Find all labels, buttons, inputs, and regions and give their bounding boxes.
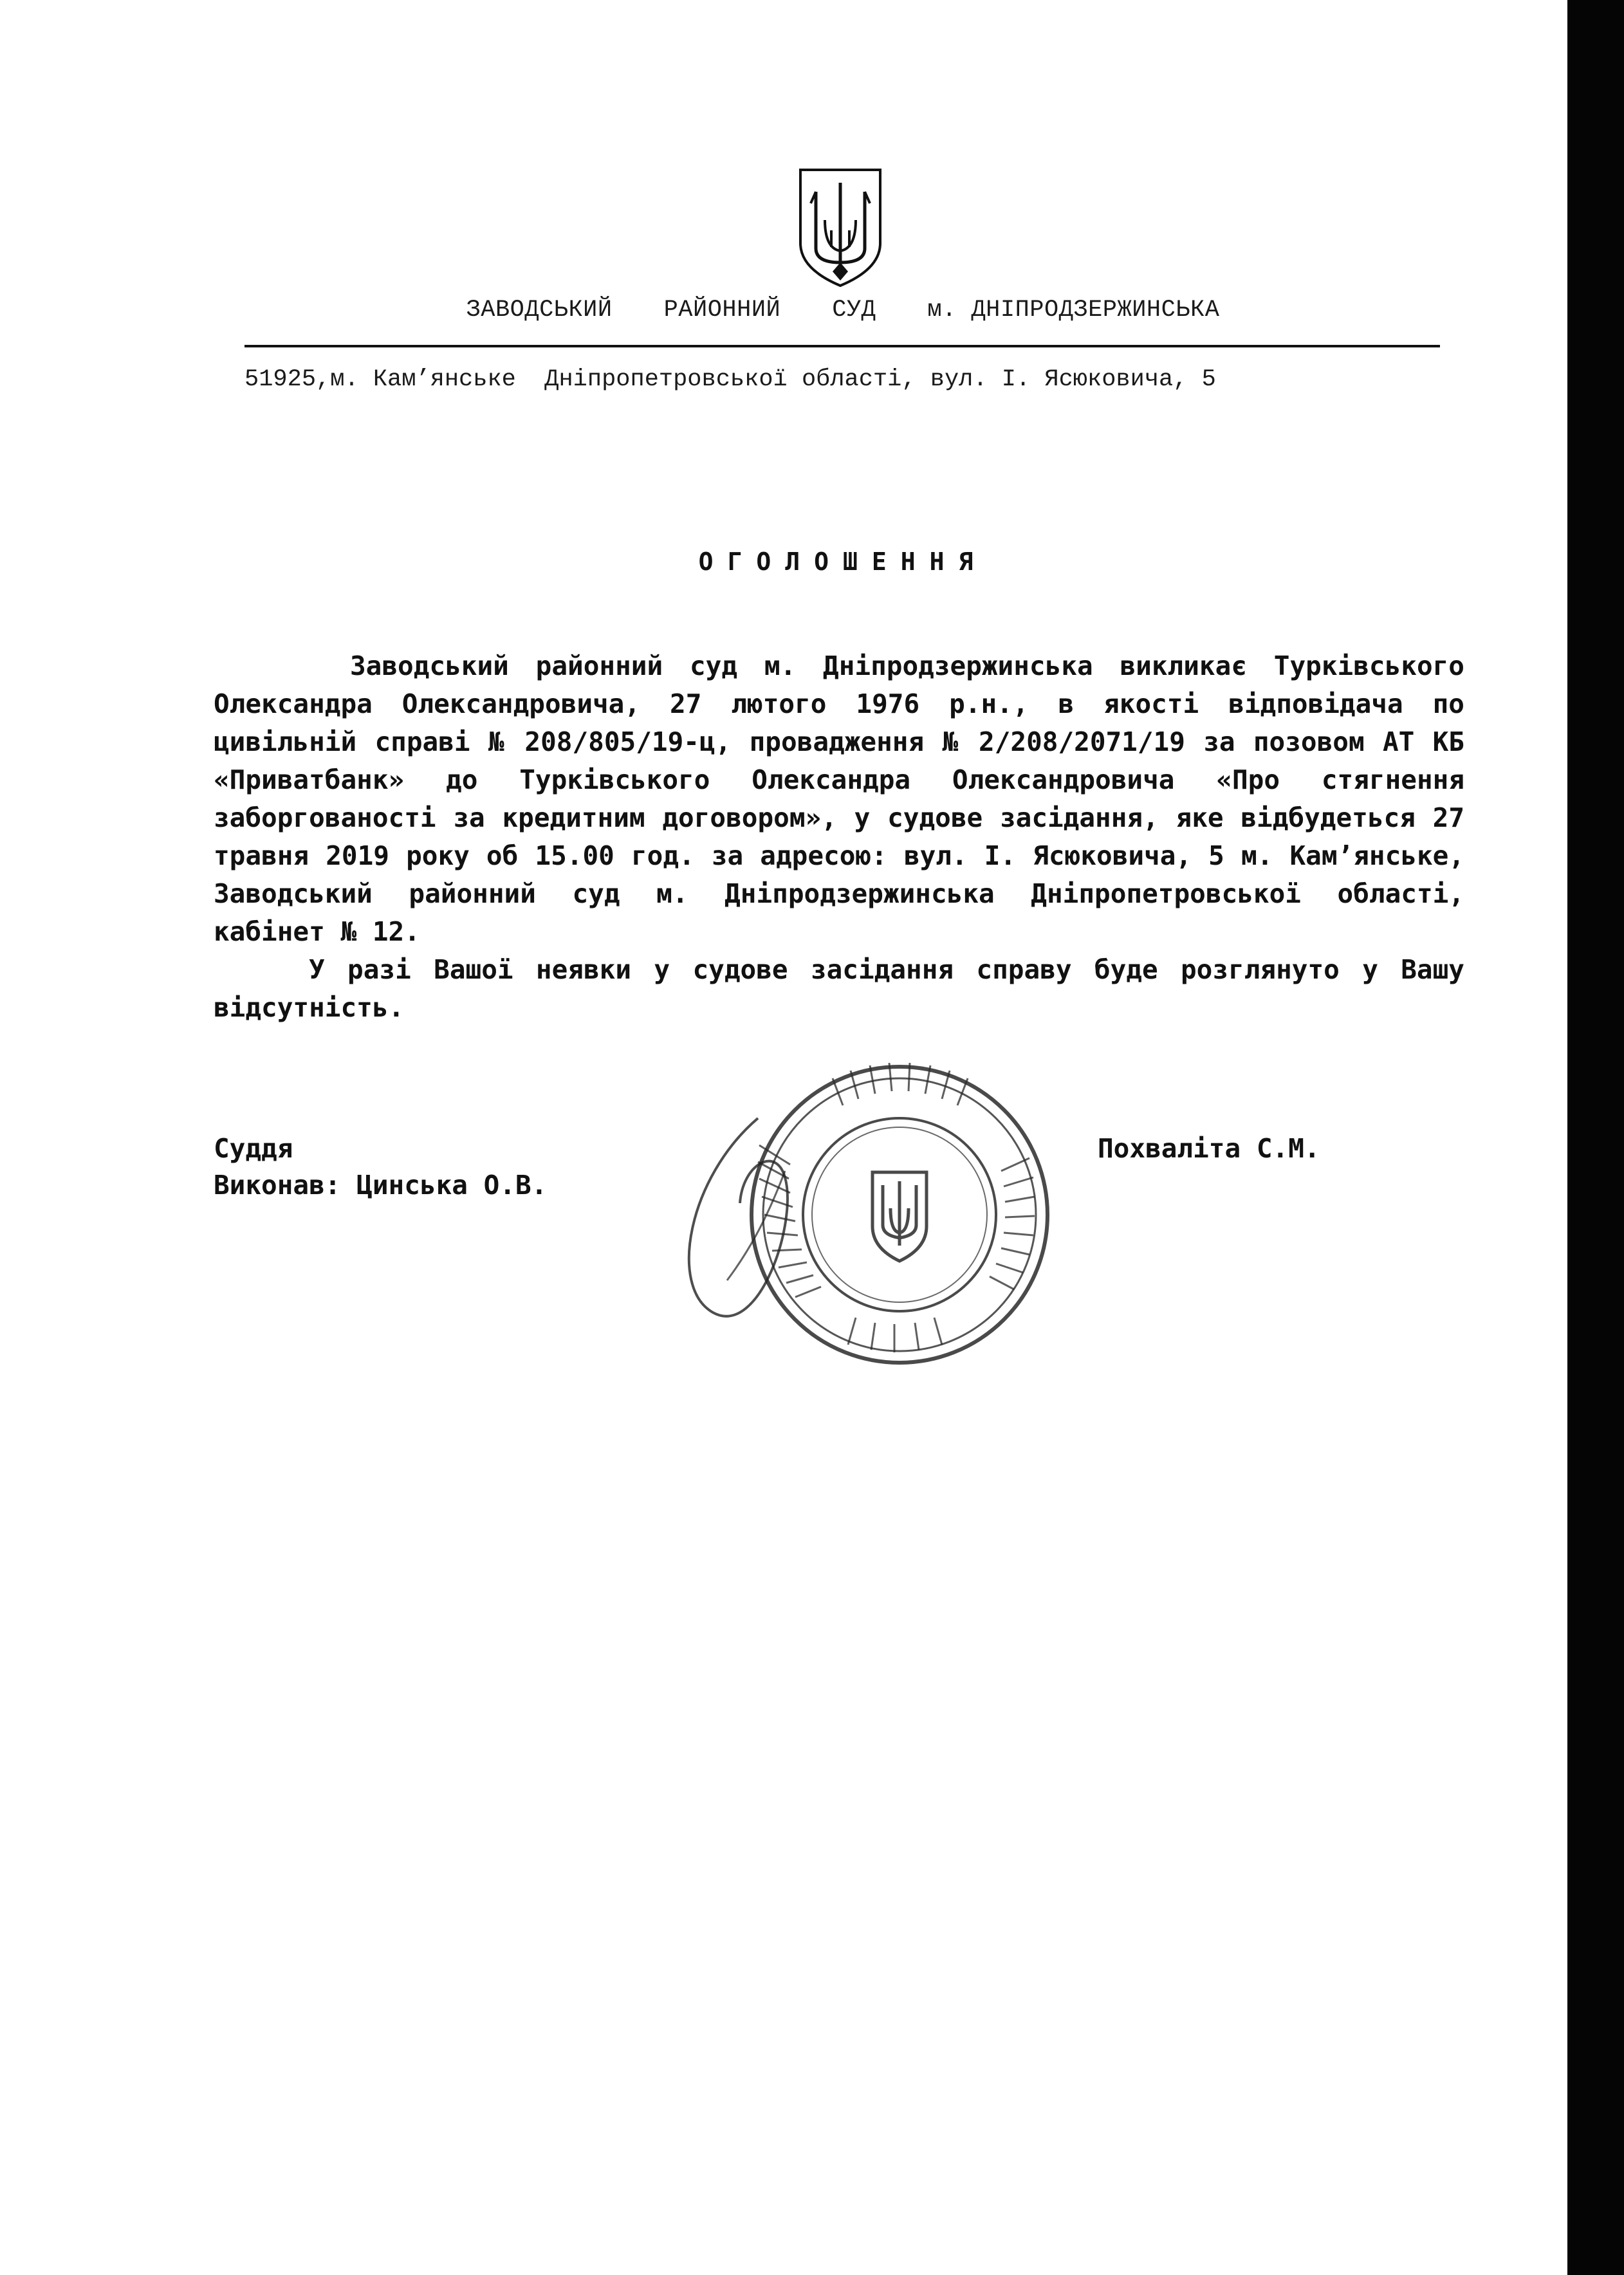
notice-paragraph-summons: Заводський районний суд м. Дніпродзержинська викликає Турківського Олександра Олександровича, 27 лютого 1976 р.н., в якості відповідача по цивільній справі № 208/805/19-ц, провадження № 2/208/2071/19 за позовом АТ КБ «Приватбанк» до Турківського Олександра Олександровича «Про стягнення заборгованості за кредитним договором», у судове засідання, яке відбудеться 27 травня 2019 року об 15.00 год. за адресою: вул. І. Ясюковича, 5 м. Кам’янське, Заводський районний суд м. Дніпродзержинська Дніпропетровської області, кабінет № 12. [214,650,1464,947]
judge-name: Похваліта С.М. [1098,1133,1320,1164]
notice-body [214,647,1464,1027]
court-name [245,291,1441,329]
judge-label: Суддя [214,1133,293,1164]
court-seal-stamp [663,1010,1062,1370]
header-divider [245,345,1440,347]
trident-emblem-icon [797,166,884,290]
notice-paragraph-absence: У разі Вашої неявки у судове засідання справу буде розглянуто у Вашу відсутність. [214,954,1464,1023]
court-name-part: СУД [832,297,876,324]
executor-line: Виконав: Цинська О.В. [214,1170,548,1201]
document-title: ОГОЛОШЕННЯ [698,548,988,576]
court-address: 51925,м. Кам’янське Дніпропетровської області, вул. І. Ясюковича, 5 [245,366,1216,393]
court-name-part: РАЙОННИЙ [663,297,781,324]
scan-edge-shadow [1567,0,1624,2275]
court-name-part: ЗАВОДСЬКИЙ [466,297,613,324]
court-name-part: м. ДНІПРОДЗЕРЖИНСЬКА [927,297,1220,324]
